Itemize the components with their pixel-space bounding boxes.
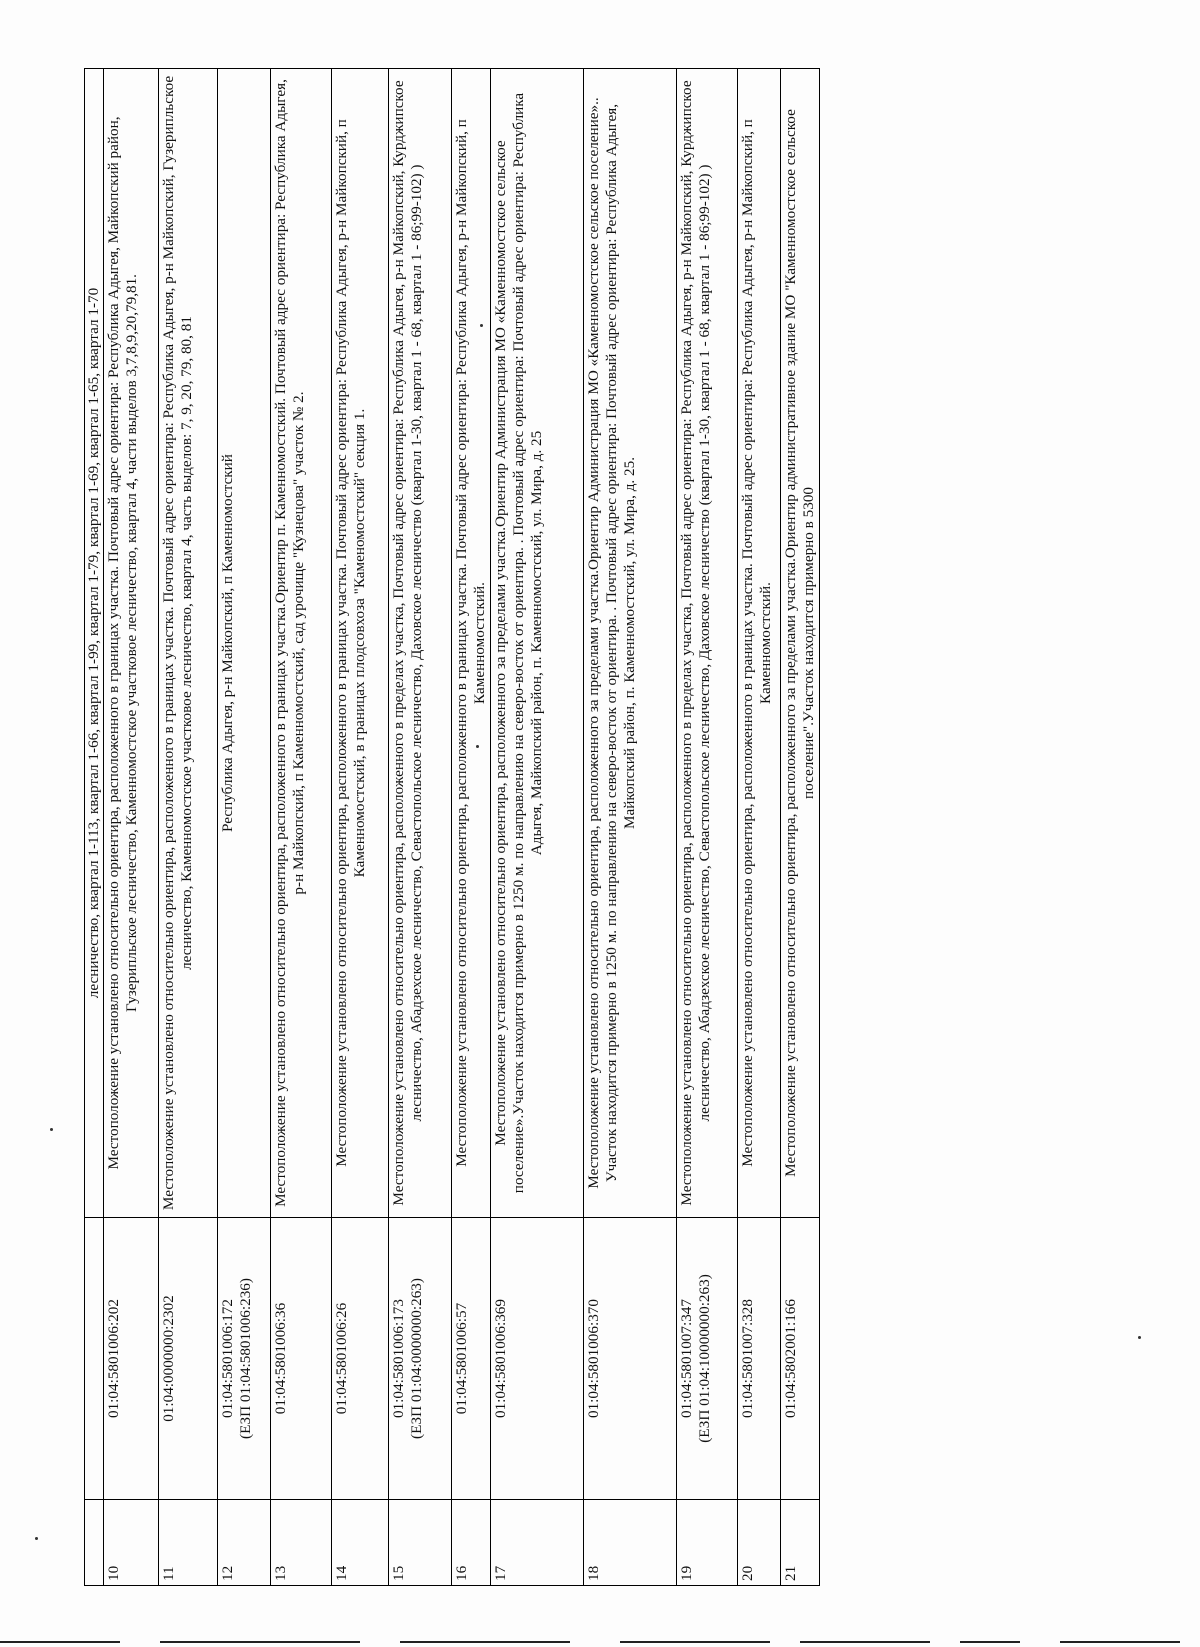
scan-speck (50, 1128, 53, 1131)
cadastral-number-cell (85, 1218, 104, 1500)
location-description-cell (677, 69, 738, 1218)
cadastral-number: 01:04:5801006:370 (585, 1299, 602, 1418)
land-plots-table (84, 68, 820, 1586)
table-row (452, 69, 491, 1586)
cadastral-number: 01:04:5801006:369 (492, 1299, 509, 1418)
table-row (104, 69, 159, 1586)
cadastral-number-cell (389, 1218, 452, 1500)
scan-edge-line (160, 1641, 360, 1643)
row-number-cell: 10 (104, 1500, 159, 1586)
cadastral-number-cell (159, 1218, 218, 1500)
row-number-cell: 21 (781, 1500, 820, 1586)
table-row (738, 69, 781, 1586)
cadastral-number-cell (584, 1218, 677, 1500)
table-row (584, 69, 677, 1586)
location-description: Местоположение установлено относительно ориентира, расположенного в границах участка.Ориентир п. Каменномостский. Почтовый адрес ориентира: Республика Адыгея, р-н Майкопский, п Каменномостский, сад урочище "Кузнецова" участок № 2. (272, 79, 307, 1207)
location-description: Местоположение установлено относительно ориентира, расположенного в границах участка. Почтовый адрес ориентира: Республика Адыгея, Майкопский район, Гузерипльское лесничество, Каменномостское участковое лесничество, квартал 4, части выделов 3,7,8,9,20,79,81. (105, 116, 140, 1170)
row-number-cell: 16 (452, 1500, 491, 1586)
location-description-cell (491, 69, 584, 1218)
cadastral-number: (ЕЗП 01:04:0000000:263) (408, 1278, 425, 1439)
scan-edge-line (400, 1641, 570, 1643)
table-row (159, 69, 218, 1586)
cadastral-number: 01:04:5801006:202 (105, 1299, 122, 1418)
cadastral-number: 01:04:5801006:36 (272, 1302, 289, 1415)
scan-edge-line (960, 1641, 1020, 1643)
location-description-cell (452, 69, 491, 1218)
cadastral-number: (ЕЗП 01:04:5801006:236) (237, 1278, 254, 1439)
scan-speck (1138, 1336, 1141, 1339)
table-row (332, 69, 389, 1586)
location-description-cell (85, 69, 104, 1218)
location-description-cell (218, 69, 271, 1218)
location-description: Местоположение установлено относительно ориентира, расположенного за пределами участка.Ориентир Администрация МО «Каменномостское сельское поселение».Участок находится примерно в 1250 м. по направлению на северо-восток от ориентира. . Почтовый адрес ориентира: Почтовый адрес ориентира: Республика Адыгея, Майкопский район, п. Каменномостский, ул. Мира, д. 25 (492, 92, 545, 1194)
cadastral-number-cell (738, 1218, 781, 1500)
scan-edge-line (1060, 1641, 1180, 1643)
table-row (218, 69, 271, 1586)
cadastral-number: 01:04:0000000:2302 (160, 1295, 177, 1422)
table-row (85, 69, 104, 1586)
cadastral-number: 01:04:5801006:26 (333, 1302, 350, 1415)
location-description: лесничество, квартал 1-113, квартал 1-66, квартал 1-99, квартал 1-79, квартал 1-69, квартал 1-65, квартал 1-70 (85, 287, 102, 999)
row-number-cell: 18 (584, 1500, 677, 1586)
cadastral-number: 01:04:5801007:328 (739, 1299, 756, 1418)
location-description-cell (781, 69, 820, 1218)
cadastral-number: 01:04:5802001:166 (782, 1299, 799, 1418)
cadastral-number: 01:04:5801006:57 (453, 1302, 470, 1415)
row-number-cell: 19 (677, 1500, 738, 1586)
row-number-cell: 13 (271, 1500, 332, 1586)
location-description: Местоположение установлено относительно ориентира, расположенного в пределах участка, Почтовый адрес ориентира: Республика Адыгея, р-н Майкопский, Курджипское лесничество, Абадзехское лесничество, Севастопольское лесничество, Даховское лесничество (квартал 1-30, квартал 1 - 68, квартал 1 - 86;99-102) ) (390, 80, 425, 1206)
cadastral-number-cell (271, 1218, 332, 1500)
row-number-cell: 20 (738, 1500, 781, 1586)
location-description: Местоположение установлено относительно ориентира, расположенного в границах участка. Почтовый адрес ориентира: Республика Адыгея, р-н Майкопский, п Каменномостский. (739, 119, 774, 1167)
cadastral-number-cell (781, 1218, 820, 1500)
row-number-cell: 11 (159, 1500, 218, 1586)
scan-speck (476, 745, 479, 748)
location-description: Местоположение установлено относительно ориентира, расположенного в границах участка. Почтовый адрес ориентира: Республика Адыгея, р-н Майкопский, Гузерипльское лесничество, Каменномостское участковое лесничество, квартал 4, часть выделов: 7, 9, 20, 79, 80, 81 (160, 75, 195, 1211)
location-description: Республика Адыгея, р-н Майкопский, п Каменномостский (219, 454, 236, 832)
scan-edge-line (0, 1641, 120, 1643)
row-number-cell: 12 (218, 1500, 271, 1586)
cadastral-number: 01:04:5801006:172 (219, 1299, 236, 1418)
table-row (389, 69, 452, 1586)
location-description: Местоположение установлено относительно ориентира, расположенного в пределах участка, Почтовый адрес ориентира: Республика Адыгея, р-н Майкопский, Курджипское лесничество, Абадзехское лесничество, Севастопольское лесничество, Даховское лесничество (квартал 1-30, квартал 1 - 68, квартал 1 - 86;99-102) ) (678, 80, 713, 1206)
cadastral-number-cell (104, 1218, 159, 1500)
location-description-cell (738, 69, 781, 1218)
location-description-cell (104, 69, 159, 1218)
scan-speck (35, 1537, 38, 1540)
cadastral-number-cell (491, 1218, 584, 1500)
location-description-cell (159, 69, 218, 1218)
cadastral-number: 01:04:5801006:173 (390, 1299, 407, 1418)
cadastral-number-cell (452, 1218, 491, 1500)
location-description: Местоположение установлено относительно ориентира, расположенного в границах участка. Почтовый адрес ориентира: Республика Адыгея, р-н Майкопский, п Каменномостский. (453, 119, 488, 1167)
table-body (85, 69, 820, 1586)
location-description: Местоположение установлено относительно ориентира, расположенного в границах участка. Почтовый адрес ориентира: Республика Адыгея, р-н Майкопский, п Каменномостский, в границах плодсовхоза "Каменомостский" секция 1. (333, 119, 368, 1167)
cadastral-number-cell (677, 1218, 738, 1500)
location-description-cell (332, 69, 389, 1218)
cadastral-number: (ЕЗП 01:04:10000000:263) (696, 1274, 713, 1443)
cadastral-number-cell (218, 1218, 271, 1500)
table-row (781, 69, 820, 1586)
row-number-cell: 15 (389, 1500, 452, 1586)
row-number-cell (85, 1500, 104, 1586)
location-description-cell (389, 69, 452, 1218)
scan-edge-line (620, 1641, 770, 1643)
scan-speck (480, 324, 483, 327)
location-description: Местоположение установлено относительно ориентира, расположенного за пределами участка.Ориентир административное здание МО "Каменномостское сельское поселение".Участок находится примерно в 5300 (782, 109, 817, 1177)
location-description: Местоположение установлено относительно ориентира, расположенного за пределами участка.Ориентир Администрация МО «Каменномостское сельское поселение».. Участок находится примерно в 1250 м. по направлению на северо-восток от ориентира. . Почтовый адрес ориентира: Почтовый адрес ориентира: Республика Адыгея, Майкопский район, п. Каменномостский, ул. Мира, д. 25. (585, 97, 638, 1189)
cadastral-number: 01:04:5801007:347 (678, 1299, 695, 1418)
row-number-cell: 17 (491, 1500, 584, 1586)
scan-edge-line (800, 1641, 930, 1643)
location-description-cell (271, 69, 332, 1218)
cadastral-number-cell (332, 1218, 389, 1500)
table-row (677, 69, 738, 1586)
table-row (491, 69, 584, 1586)
row-number-cell: 14 (332, 1500, 389, 1586)
rotated-table-container (84, 68, 996, 1586)
location-description-cell (584, 69, 677, 1218)
table-row (271, 69, 332, 1586)
